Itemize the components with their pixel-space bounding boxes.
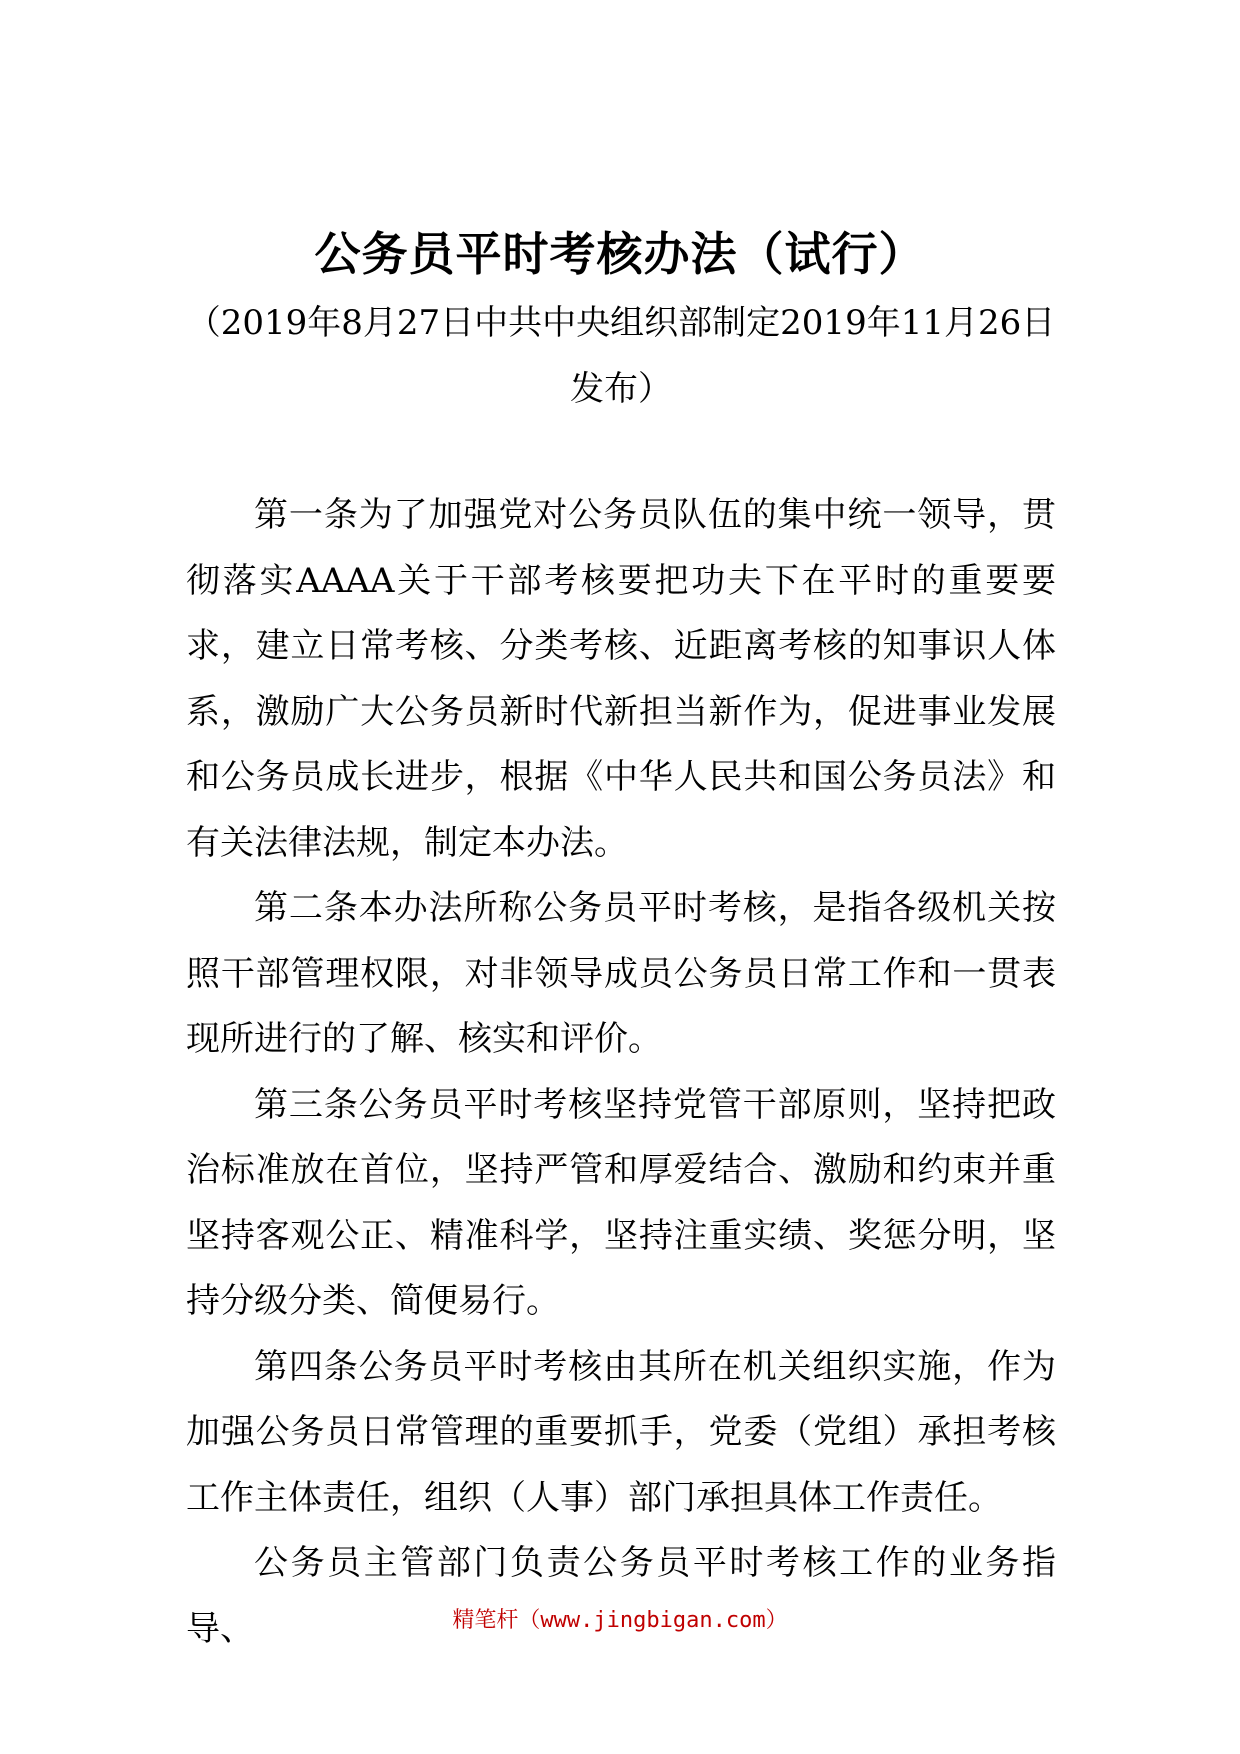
- document-body: [186, 483, 1056, 1662]
- paragraph-article-1: 第一条为了加强党对公务员队伍的集中统一领导，贯彻落实AAAA关于干部考核要把功夫下在平时的重要要求，建立日常考核、分类考核、近距离考核的知事识人体系，激励广大公务员新时代新担当新作为，促进事业发展和公务员成长进步，根据《中华人民共和国公务员法》和有关法律法规，制定本办法。: [186, 495, 1056, 863]
- paragraph-article-2: 第二条本办法所称公务员平时考核，是指各级机关按照干部管理权限，对非领导成员公务员日常工作和一贯表现所进行的了解、核实和评价。: [186, 888, 1056, 1059]
- footer-watermark: 精笔杆（www.jingbigan.com）: [452, 1608, 788, 1633]
- document-title: 公务员平时考核办法（试行）: [314, 227, 926, 281]
- document-subtitle: （2019年8月27日中共中央组织部制定2019年11月26日发布）: [186, 303, 1056, 409]
- paragraph-continuation: 公务员主管部门负责公务员平时考核工作的业务指导、: [186, 1543, 1056, 1649]
- paragraph-article-4: 第四条公务员平时考核由其所在机关组织实施，作为加强公务员日常管理的重要抓手，党委（党组）承担考核工作主体责任，组织（人事）部门承担具体工作责任。: [186, 1346, 1056, 1518]
- paragraph-article-3: 第三条公务员平时考核坚持党管干部原则，坚持把政治标准放在首位，坚持严管和厚爱结合、激励和约束并重坚持客观公正、精准科学，坚持注重实绩、奖惩分明，坚持分级分类、简便易行。: [186, 1084, 1056, 1321]
